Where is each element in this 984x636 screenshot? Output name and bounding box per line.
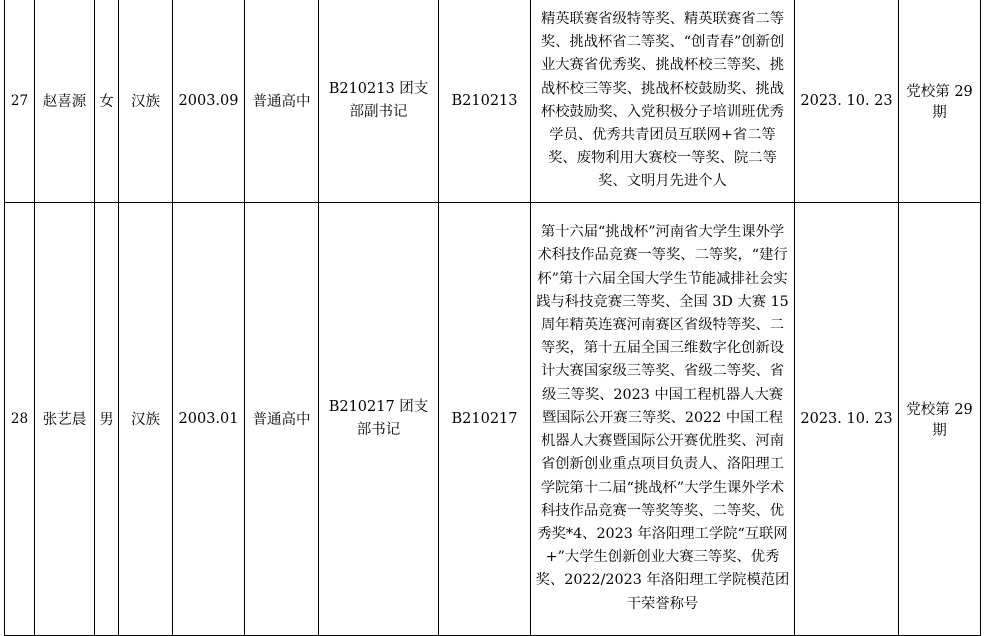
class-id-cell: B210217 <box>439 202 531 635</box>
party-school-cell: 党校第 29 期 <box>899 202 981 635</box>
education-cell: 普通高中 <box>245 0 319 202</box>
position-cell: B210217 团支部书记 <box>319 202 439 635</box>
education-cell: 普通高中 <box>245 202 319 635</box>
class-id-cell: B210213 <box>439 0 531 202</box>
row-number: 28 <box>5 202 35 635</box>
row-number: 27 <box>5 0 35 202</box>
date-cell: 2023. 10. 23 <box>795 0 899 202</box>
gender-cell: 男 <box>95 202 119 635</box>
ethnicity-cell: 汉族 <box>119 202 173 635</box>
name-cell: 赵喜源 <box>35 0 95 202</box>
birth-date-cell: 2003.09 <box>173 0 245 202</box>
position-cell: B210213 团支部副书记 <box>319 0 439 202</box>
birth-date-cell: 2003.01 <box>173 202 245 635</box>
awards-cell: 精英联赛省级特等奖、精英联赛省二等奖、挑战杯省二等奖、“创青春”创新创业大赛省优秀奖、挑战杯校三等奖、挑战杯校三等奖、挑战杯校鼓励奖、挑战杯校鼓励奖、入党积极分子培训班优秀学员、优秀共青团员互联网+省二等奖、废物利用大赛校一等奖、院二等奖、文明月先进个人 <box>531 0 795 202</box>
ethnicity-cell: 汉族 <box>119 0 173 202</box>
table-row <box>5 202 981 635</box>
member-table <box>4 0 981 636</box>
date-cell: 2023. 10. 23 <box>795 202 899 635</box>
party-school-cell: 党校第 29 期 <box>899 0 981 202</box>
name-cell: 张艺晨 <box>35 202 95 635</box>
gender-cell: 女 <box>95 0 119 202</box>
awards-cell: 第十六届“挑战杯”河南省大学生课外学术科技作品竞赛一等奖、二等奖，“建行杯”第十六届全国大学生节能减排社会实践与科技竞赛三等奖、全国 3D 大赛 15 周年精英连赛河南赛区省级特等奖、二等奖，第十五届全国三维数字化创新设计大赛国家级三等奖、省级二等奖、省级三等奖、2023 中国工程机器人大赛暨国际公开赛三等奖、2022 中国工程机器人大赛暨国际公开赛优胜奖、河南省创新创业重点项目负责人、洛阳理工学院第十二届“挑战杯”大学生课外学术科技作品竞赛一等奖等奖、二等奖、优秀奖*4、2023 年洛阳理工学院“互联网+”大学生创新创业大赛三等奖、优秀奖、2022/2023 年洛阳理工学院模范团干荣誉称号 <box>531 202 795 635</box>
table-row <box>5 0 981 202</box>
